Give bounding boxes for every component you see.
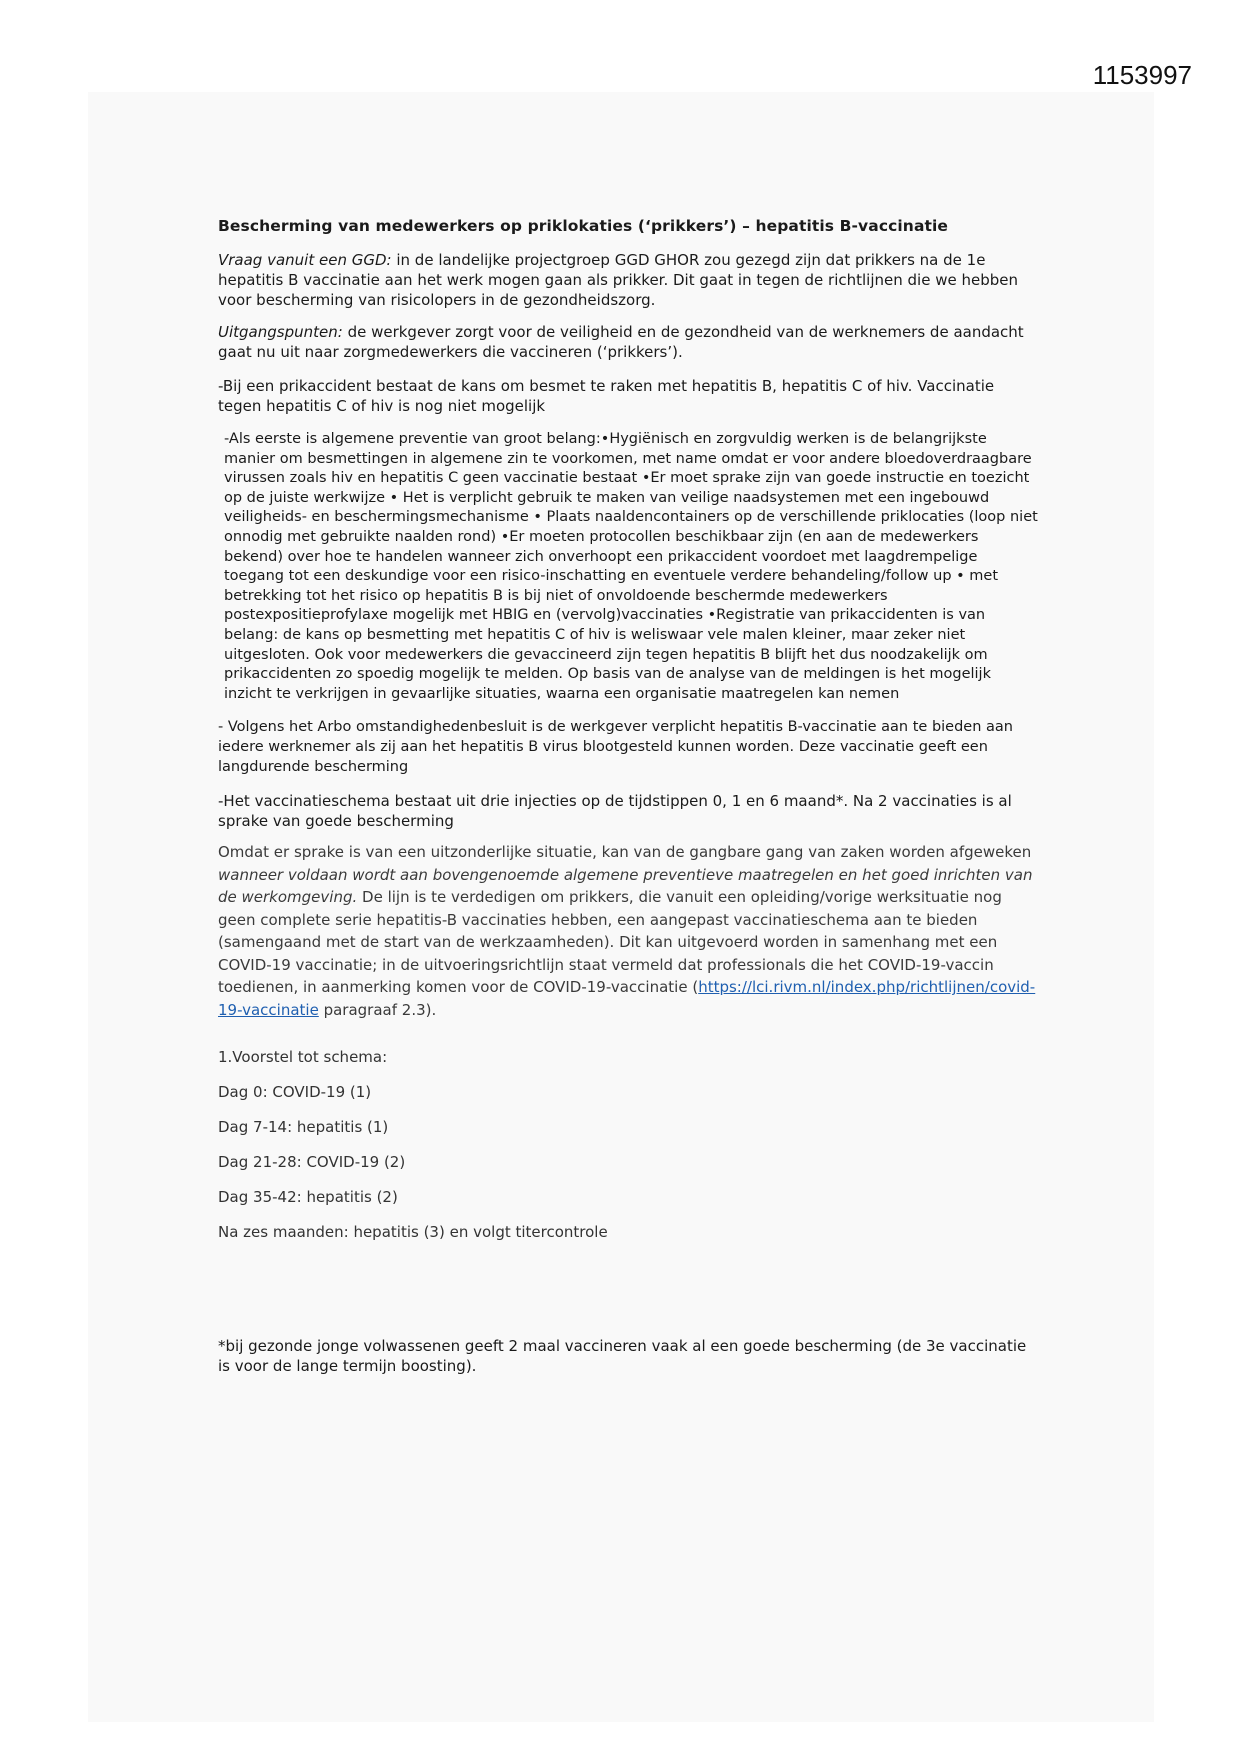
- prikaccident-paragraph: -Bij een prikaccident bestaat de kans om besmet te raken met hepatitis B, hepatitis C of hiv. Vaccinatie tegen hepatitis C of hiv is nog niet mogelijk: [218, 377, 995, 415]
- footnote: *bij gezonde jonge volwassenen geeft 2 maal vaccineren vaak al een goede bescherming (de 3e vaccinatie is voor de lange termijn boosting).: [218, 1337, 1027, 1376]
- schedule-item: Dag 7-14: hepatitis (1): [218, 1118, 389, 1137]
- arbo-paragraph: - Volgens het Arbo omstandighedenbesluit is de werkgever verplicht hepatitis B-vaccinatie aan te bieden aan iedere werknemer als zij aan het hepatitis B virus blootgesteld kunnen worden. Deze vaccinatie geeft een langdurende bescherming: [218, 719, 1013, 775]
- rivm-link[interactable]: https://lci.rivm.nl/index.php/richtlijnen/covid-19-vaccinatie: [218, 978, 1036, 1019]
- vraag-paragraph: [218, 250, 1040, 310]
- schedule-heading: 1.Voorstel tot schema:: [218, 1048, 388, 1067]
- vraag-label: Vraag vanuit een GGD:: [218, 251, 392, 269]
- uitgangspunten-paragraph: [218, 322, 1040, 362]
- document-body: [218, 216, 1040, 1376]
- schedule-item: Dag 0: COVID-19 (1): [218, 1083, 372, 1102]
- document-number: 1153997: [1092, 60, 1192, 90]
- schedule-item: Dag 35-42: hepatitis (2): [218, 1188, 398, 1207]
- omdat-paragraph: [218, 841, 1040, 1021]
- omdat-text-3: paragraaf 2.3).: [318, 1000, 437, 1019]
- schedule-item: Dag 21-28: COVID-19 (2): [218, 1153, 406, 1172]
- preventie-paragraph: -Als eerste is algemene preventie van groot belang:•Hygiënisch en zorgvuldig werken is de belangrijkste manier om besmettingen in algemene zin te voorkomen, met name omdat er voor andere bloedoverdraagbare virussen zoals hiv en hepatitis C geen vaccinatie bestaat •Er moet sprake zijn van goede instructie en toezicht op de juiste werkwijze • Het is verplicht gebruik te maken van veilige naadsystemen met een ingebouwd veiligheids- en beschermingsmechanisme • Plaats naaldencontainers op de verschillende priklocaties (loop niet onnodig met gebruikte naalden rond) •Er moeten protocollen beschikbaar zijn (en aan de medewerkers bekend) over hoe te handelen wanneer zich onverhoopt een prikaccident voordoet met laagdrempelige toegang tot een deskundige voor een risico-inschatting en eventuele verdere behandeling/follow up • met betrekking tot het risico op hepatitis B is bij niet of onvoldoende beschermde medewerkers postexpositieprofylaxe mogelijk met HBIG en (vervolg)vaccinaties •Registratie van prikaccidenten is van belang: de kans op besmetting met hepatitis C of hiv is weliswaar vele malen kleiner, maar zeker niet uitgesloten. Ook voor medewerkers die gevaccineerd zijn tegen hepatitis B blijft het dus noodzakelijk om prikaccidenten zo spoedig mogelijk te melden. Op basis van de analyse van de meldingen is het mogelijk inzicht te verkrijgen in gevaarlijke situaties, waarna een organisatie maatregelen kan nemen: [224, 431, 1038, 702]
- uitgangspunten-label: Uitgangspunten:: [218, 323, 343, 341]
- omdat-text-2: De lijn is te verdedigen om prikkers, die vanuit een opleiding/vorige werksituatie nog geen complete serie hepatitis-B vaccinaties hebben, een aangepast vaccinatieschema aan te bieden (samengaand met de start van de werkzaamheden). Dit kan uitgevoerd worden in samenhang met een COVID-19 vaccinatie; in de uitvoeringsrichtlijn staat vermeld dat professionals die het COVID-19-vaccin toedienen, in aanmerking komen voor de COVID-19-vaccinatie (: [218, 888, 1002, 997]
- uitgangspunten-text: de werkgever zorgt voor de veiligheid en de gezondheid van de werknemers de aandacht gaat nu uit naar zorgmedewerkers die vaccineren (‘prikkers’).: [218, 323, 1024, 361]
- omdat-text-1: Omdat er sprake is van een uitzonderlijke situatie, kan van de gangbare gang van zaken worden afgeweken: [218, 843, 1032, 862]
- schedule-item: Na zes maanden: hepatitis (3) en volgt titercontrole: [218, 1223, 608, 1242]
- vaccinatieschema-paragraph: -Het vaccinatieschema bestaat uit drie injecties op de tijdstippen 0, 1 en 6 maand*. Na 2 vaccinaties is al sprake van goede bescherming: [218, 792, 1012, 831]
- omdat-italic: wanneer voldaan wordt aan bovengenoemde algemene preventieve maatregelen en het goed inrichten van de werkomgeving.: [218, 865, 1033, 907]
- document-title: Bescherming van medewerkers op priklokaties (‘prikkers’) – hepatitis B-vaccinatie: [218, 217, 949, 235]
- vraag-text: in de landelijke projectgroep GGD GHOR zou gezegd zijn dat prikkers na de 1e hepatitis B vaccinatie aan het werk mogen gaan als prikker. Dit gaat in tegen de richtlijnen die we hebben voor bescherming van risicolopers in de gezondheidszorg.: [218, 251, 1018, 309]
